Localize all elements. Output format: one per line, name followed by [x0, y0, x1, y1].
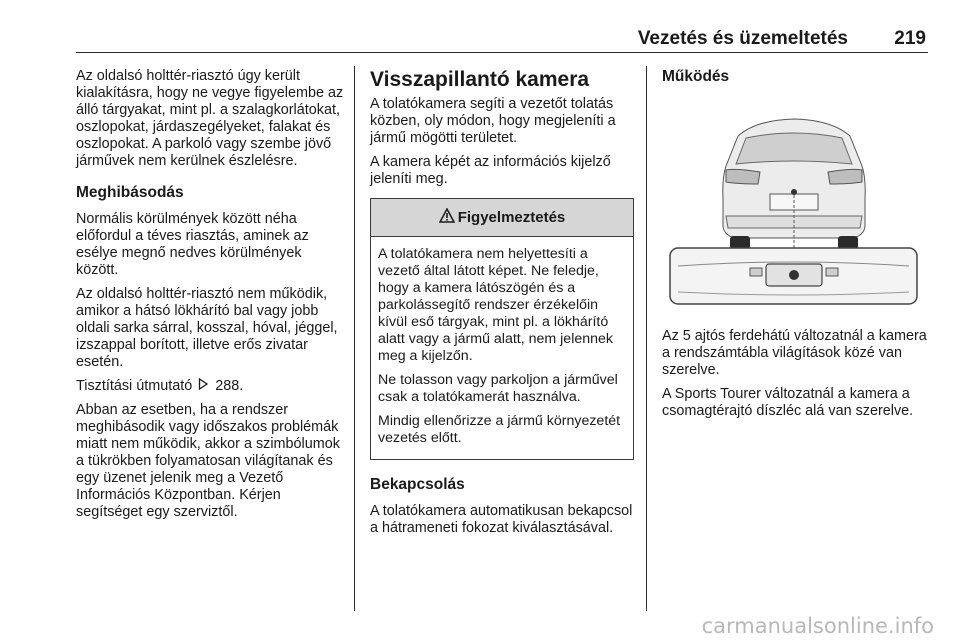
paragraph: Az 5 ajtós ferdehátú változatnál a kamera a rendszámtábla világítások közé van szerelve.: [662, 328, 927, 378]
column-divider: [354, 66, 355, 611]
section-heading-malfunction: Meghibásodás: [76, 184, 184, 201]
warning-paragraph: Mindig ellenőrizze a jármű környezetét vezetés előtt.: [378, 413, 621, 446]
paragraph: Normális körülmények között néha előfordul a téves riasztás, aminek az esélye megnő nedves körülmények között.: [76, 211, 309, 278]
reference-text: Tisztítási útmutató: [76, 378, 193, 394]
paragraph: A kamera képét az információs kijelző jeleníti meg.: [370, 154, 611, 187]
section-heading-operation: Működés: [662, 68, 730, 85]
warning-box: [370, 198, 634, 460]
warning-title: Figyelmeztetés: [457, 209, 566, 226]
arrow-ref-icon[interactable]: [198, 378, 209, 395]
chapter-title: Vezetés és üzemeltetés: [637, 28, 848, 49]
watermark-text: carmanualsonline.info: [701, 614, 934, 638]
left-column: [76, 68, 344, 528]
paragraph: A tolatókamera segíti a vezetőt tolatás közben, oly módon, hogy megjeleníti a jármű mögötti területet.: [370, 96, 616, 146]
section-title-rear-camera: Visszapillantó kamera: [370, 68, 590, 91]
cleaning-reference: [76, 378, 344, 395]
page-reference-link[interactable]: 288.: [215, 378, 244, 394]
warning-body: [371, 237, 633, 459]
page-number: 219: [894, 28, 926, 49]
paragraph: A Sports Tourer változatnál a kamera a csomagtérajtó díszléc alá van szerelve.: [662, 386, 914, 419]
warning-header: [371, 199, 633, 237]
intro-paragraph: Az oldalsó holttér-riasztó úgy került kialakításra, hogy ne vegye figyelembe az álló tárgyakat, mint pl. a szalagkorlátokat, oszlopokat, járdaszegélyeket, falakat és oszlopokat. A parkoló vagy szembe jövő járművek nem kerülnek észlelésre.: [76, 68, 344, 169]
section-heading-activation: Bekapcsolás: [370, 476, 465, 493]
warning-paragraph: Ne tolasson vagy parkoljon a járművel csak a tolatókamerát használva.: [378, 372, 618, 405]
page-header: [76, 26, 928, 53]
right-column: [662, 68, 932, 427]
paragraph: Az oldalsó holttér-riasztó nem működik, amikor a hátsó lökhárító bal vagy jobb oldali sarka sárral, kosszal, hóval, jéggel, izszappal borított, illetve erős zivatar esetén.: [76, 286, 338, 370]
warning-triangle-icon: [439, 208, 455, 227]
rear-camera-illustration: [666, 98, 921, 308]
warning-paragraph: A tolatókamera nem helyettesíti a vezető által látott képet. Ne feledje, hogy a kamera látószögén és a parkolássegítő rendszer érzékelőin kívül eső tárgyak, mint pl. a lökhárító alatt vagy a jármű alatt, nem jelennek meg a kijelzőn.: [378, 246, 614, 364]
paragraph: A tolatókamera automatikusan bekapcsol a hátrameneti fokozat kiválasztásával.: [370, 503, 633, 536]
column-divider: [646, 66, 647, 611]
paragraph: Abban az esetben, ha a rendszer meghibásodik vagy időszakos problémák miatt nem működik, akkor a szimbólumok a tükrökben folyamatosan világítanak és egy üzenet jelenik meg a Vezető Információs Központban. Kérjen segítséget egy szerviztől.: [76, 402, 340, 520]
middle-column: [370, 68, 635, 544]
